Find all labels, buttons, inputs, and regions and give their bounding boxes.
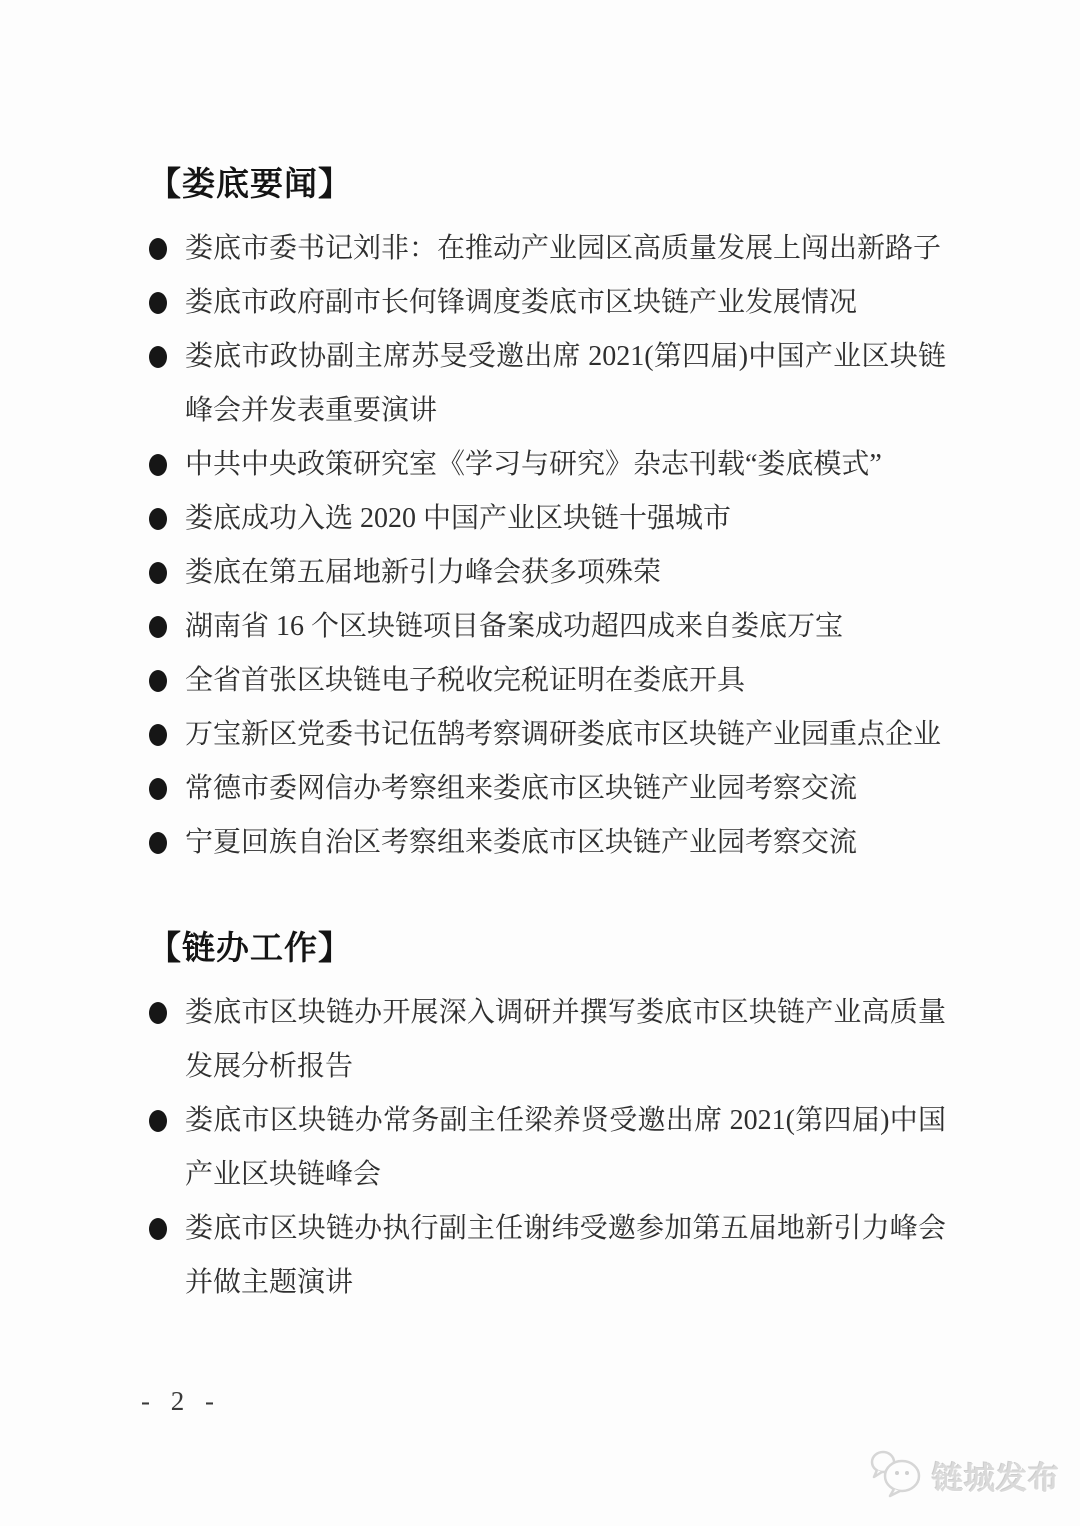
bullet-icon (149, 724, 167, 746)
watermark-label: 链城发布 (932, 1461, 1060, 1496)
bullet-icon (149, 616, 167, 638)
list-item-text: 湖南省 16 个区块链项目备案成功超四成来自娄底万宝 (185, 611, 844, 642)
list-item-text: 娄底成功入选 2020 中国产业区块链十强城市 (185, 503, 732, 534)
bullet-icon (149, 778, 167, 800)
bullet-icon (149, 292, 167, 314)
bullet-icon (149, 562, 167, 584)
list-item-text: 娄底市政府副市长何锋调度娄底市区块链产业发展情况 (185, 287, 858, 318)
list-item-text: 娄底在第五届地新引力峰会获多项殊荣 (185, 557, 662, 588)
list-item (148, 546, 946, 600)
list-item-text: 娄底市区块链办常务副主任梁养贤受邀出席 2021(第四届)中国产业区块链峰会 (185, 1105, 946, 1190)
bullet-icon (149, 1218, 167, 1240)
list-item-text: 宁夏回族自治区考察组来娄底市区块链产业园考察交流 (185, 827, 858, 858)
list-item (148, 492, 946, 546)
bullet-icon (149, 238, 167, 260)
list-item (148, 330, 946, 438)
bullet-icon (149, 832, 167, 854)
list-item (148, 222, 946, 276)
list-item-text: 娄底市区块链办执行副主任谢纬受邀参加第五届地新引力峰会并做主题演讲 (185, 1213, 946, 1298)
bullet-icon (149, 454, 167, 476)
watermark (868, 1448, 1060, 1503)
bullet-icon (149, 1110, 167, 1132)
page-number: - 2 - (141, 1386, 221, 1416)
list-item-text: 中共中央政策研究室《学习与研究》杂志刊载“娄底模式” (185, 449, 882, 480)
bullet-icon (149, 346, 167, 368)
list-item-text: 娄底市区块链办开展深入调研并撰写娄底市区块链产业高质量发展分析报告 (185, 997, 946, 1082)
list-item-text: 娄底市政协副主席苏旻受邀出席 2021(第四届)中国产业区块链峰会并发表重要演讲 (185, 341, 946, 426)
section-heading: 【娄底要闻】 (148, 167, 352, 203)
list-item (148, 708, 946, 762)
section-loudi-news (148, 158, 946, 870)
list-item (148, 762, 946, 816)
list-item (148, 1094, 946, 1202)
list-item (148, 438, 946, 492)
toc-list (148, 986, 946, 1310)
list-item-text: 常德市委网信办考察组来娄底市区块链产业园考察交流 (185, 773, 858, 804)
toc-content (148, 158, 946, 1310)
list-item (148, 986, 946, 1094)
list-item (148, 276, 946, 330)
toc-list (148, 222, 946, 870)
list-item (148, 816, 946, 870)
section-chain-office-work (148, 922, 946, 1310)
wechat-icon (868, 1448, 924, 1503)
list-item (148, 1202, 946, 1310)
section-heading: 【链办工作】 (148, 931, 352, 967)
list-item (148, 654, 946, 708)
list-item-text: 万宝新区党委书记伍鹄考察调研娄底市区块链产业园重点企业 (185, 719, 942, 750)
list-item-text: 娄底市委书记刘非：在推动产业园区高质量发展上闯出新路子 (185, 233, 942, 264)
bullet-icon (149, 508, 167, 530)
list-item (148, 600, 946, 654)
bullet-icon (149, 1002, 167, 1024)
bullet-icon (149, 670, 167, 692)
list-item-text: 全省首张区块链电子税收完税证明在娄底开具 (185, 665, 746, 696)
